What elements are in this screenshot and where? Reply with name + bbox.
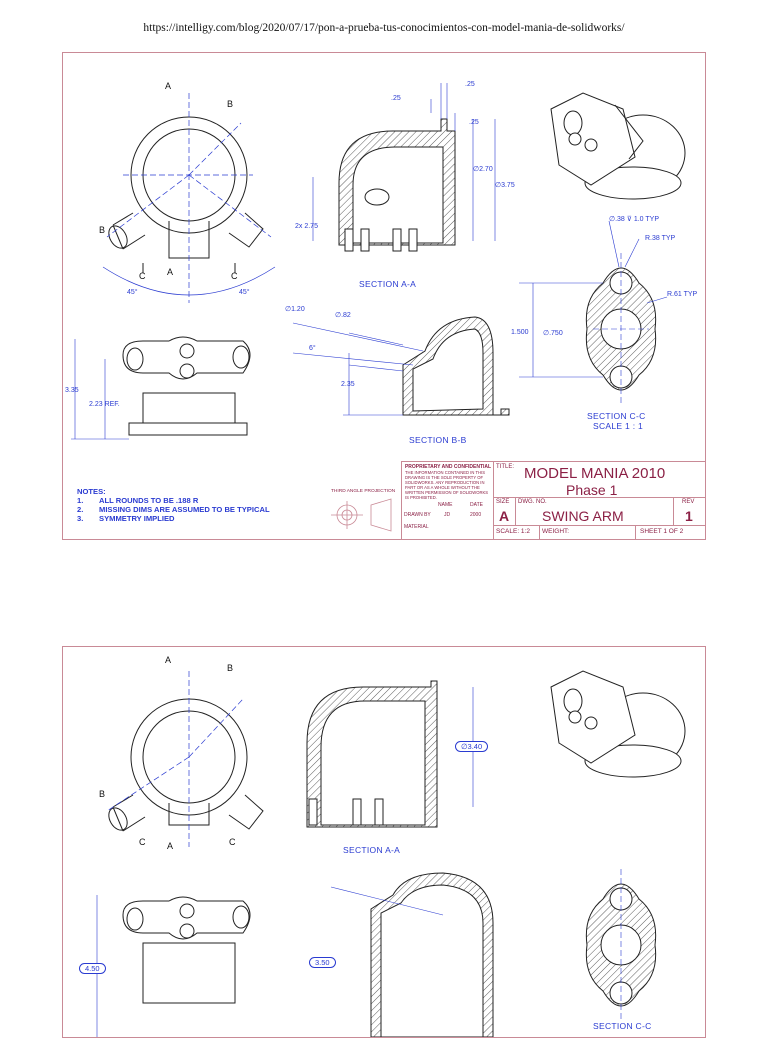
dim-aa-dia1: ∅2.70 [473, 166, 493, 173]
weight-cell [539, 525, 636, 540]
s2-section-cc-title: SECTION C-C [593, 1021, 652, 1031]
section-letter-b-top: B [227, 99, 234, 109]
sheet-cell [635, 525, 706, 540]
size-value: A [499, 508, 510, 524]
size-cell [493, 497, 516, 526]
proprietary-text: THE INFORMATION CONTAINED IN THIS DRAWING IS THE SOLE PROPERTY OF SOLIDWORKS. ANY REPRODUCTION IN PART OR AS A WHOLE WITHOUT THE WRITTEN PERMISSION OF SOLIDWORKS IS PROHIBITED. [405, 470, 489, 500]
s2-letter-c-right: C [229, 837, 236, 847]
dwg-number: SWING ARM [542, 508, 624, 524]
sheet2-section-bb [331, 873, 493, 1037]
note-item: 1. ALL ROUNDS TO BE .188 R [77, 496, 199, 505]
sheet2-isometric-view [551, 671, 685, 777]
top-view [103, 93, 275, 303]
note-item: 2. MISSING DIMS ARE ASSUMED TO BE TYPICAL [77, 505, 270, 514]
section-bb-view [293, 317, 509, 415]
dwg-label: DWG. NO. [518, 499, 547, 505]
sheet2-front-view [97, 895, 250, 1037]
sheet2-top-view [105, 671, 263, 847]
angle-right: 45° [239, 289, 250, 296]
title-label: TITLE: [496, 464, 515, 470]
rev-cell [673, 497, 706, 526]
dim-bb-height: 2.35 [341, 381, 355, 388]
dim-cc-width: 1.500 [511, 329, 529, 336]
dim-front-ref: 2.23 REF. [89, 401, 120, 408]
dwg-cell [515, 497, 674, 526]
sheet-number: SHEET 1 OF 2 [640, 528, 684, 535]
section-cc-view [519, 221, 667, 403]
weight-label: WEIGHT: [542, 528, 570, 535]
dim-bb-dia1: ∅1.20 [285, 306, 305, 313]
s2-section-aa-title: SECTION A-A [343, 845, 401, 855]
source-url[interactable]: https://intelligy.com/blog/2020/07/17/pon-a-prueba-tus-conocimientos-con-model-mania-de-solidworks/ [143, 22, 625, 34]
dim-cc-r1: R.38 TYP [645, 235, 676, 242]
title-block [401, 461, 705, 539]
dim-bb-dia2: ∅.82 [335, 312, 351, 319]
section-letter-c-left: C [139, 271, 146, 281]
dim-aa-d1: .25 [391, 95, 401, 102]
drawing-sheet-1 [62, 52, 706, 540]
section-aa-view [313, 83, 495, 251]
material-label: MATERIAL [404, 524, 429, 530]
sheet2-section-cc [586, 869, 655, 1021]
s2-letter-b-top: B [227, 663, 234, 673]
dim-aa-height: 2x 2.75 [295, 223, 318, 230]
rev-value: 1 [685, 508, 693, 524]
sheet2-section-aa [307, 681, 473, 827]
dim-aa-d2: .25 [465, 81, 475, 88]
projection-label: THIRD ANGLE PROJECTION [331, 489, 396, 494]
date-header: DATE [470, 502, 483, 508]
s2-dim-section-height: 3.50 [309, 957, 336, 968]
drawing-title-line2: Phase 1 [566, 482, 618, 498]
dim-aa-d3: .25 [469, 119, 479, 126]
dim-front-height: 3.35 [65, 387, 79, 394]
drawn-by-label: DRAWN BY [404, 512, 431, 518]
section-letter-b-left: B [99, 225, 106, 235]
notes-heading: NOTES: [77, 487, 106, 496]
s2-letter-a-top: A [165, 655, 172, 665]
dim-bb-angle: 6° [309, 345, 316, 352]
s2-letter-b-left: B [99, 789, 106, 799]
section-cc-scale: SCALE 1 : 1 [593, 421, 644, 431]
dim-cc-dia: ∅.750 [543, 330, 563, 337]
dim-cc-hole: ∅.38 ⊽ 1.0 TYP [609, 216, 660, 223]
s2-dim-front-height: 4.50 [79, 963, 106, 974]
projection-symbol [331, 499, 391, 531]
dim-aa-dia2: ∅3.75 [495, 182, 515, 189]
section-letter-c-right: C [231, 271, 238, 281]
size-label: SIZE [496, 499, 510, 505]
section-cc-title: SECTION C-C [587, 411, 646, 421]
scale-value: SCALE: 1:2 [496, 528, 530, 535]
drawing-title-line1: MODEL MANIA 2010 [524, 465, 666, 482]
section-bb-title: SECTION B-B [409, 435, 467, 445]
title-cell [493, 461, 706, 498]
rev-label: REV [682, 499, 695, 505]
isometric-view [551, 93, 685, 199]
section-aa-title: SECTION A-A [359, 279, 417, 289]
drawn-by: JD [444, 512, 451, 518]
proprietary-cell [401, 461, 494, 540]
s2-dim-diameter: ∅3.40 [455, 741, 488, 752]
front-view [71, 337, 250, 439]
note-item: 3. SYMMETRY IMPLIED [77, 514, 175, 523]
s2-letter-c-left: C [139, 837, 146, 847]
section-letter-a-top: A [165, 81, 172, 91]
angle-left: 45° [127, 289, 138, 296]
drawing-sheet-2 [62, 646, 706, 1038]
sheet2-linework [63, 647, 705, 1037]
s2-letter-a-bottom: A [167, 841, 174, 851]
section-letter-a-bottom: A [167, 267, 174, 277]
scale-cell [493, 525, 540, 540]
proprietary-heading: PROPRIETARY AND CONFIDENTIAL [404, 464, 492, 470]
name-header: NAME [438, 502, 453, 508]
dim-cc-r2: R.61 TYP [667, 291, 698, 298]
notes-block [77, 487, 270, 523]
drawn-date: 2000 [470, 512, 482, 518]
